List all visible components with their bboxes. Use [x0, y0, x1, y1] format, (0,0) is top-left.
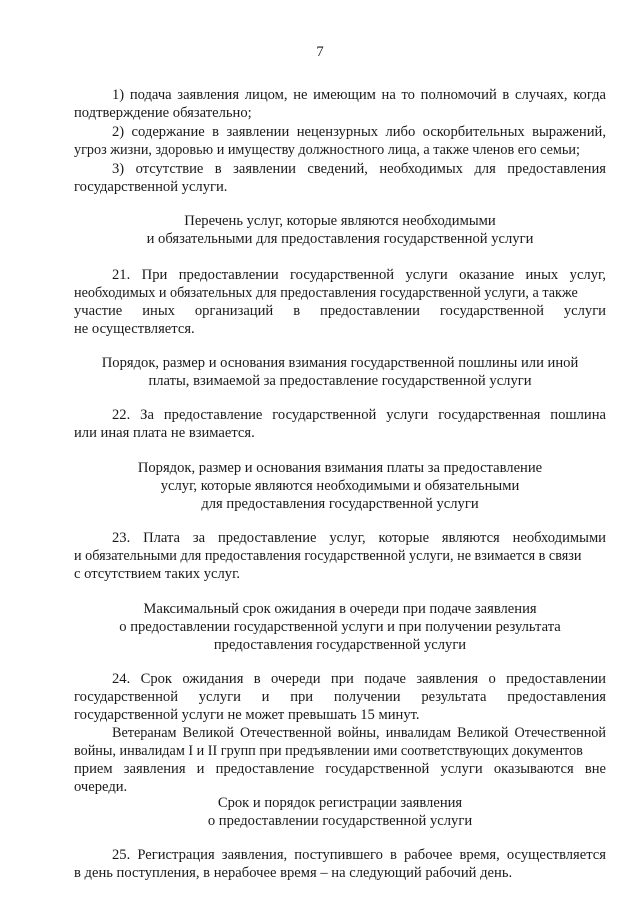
section-heading: Максимальный срок ожидания в очереди при подаче заявления [143, 601, 537, 617]
section-heading: о предоставлении государственной услуги [207, 813, 473, 829]
page-number: 7 [316, 44, 324, 60]
paragraph-23: 23. Плата за предоставление услуг, которые являются необходимыми [112, 530, 606, 546]
text-line: и обязательными для предоставления государственной услуги, не взимается в связи [74, 548, 582, 564]
paragraph-22: 22. За предоставление государственной услуги государственная пошлина [112, 407, 606, 423]
text-line: или иная плата не взимается. [74, 425, 255, 441]
text-line: необходимых и обязательных для предоставления государственной услуги, а также [74, 285, 578, 301]
paragraph-veterans: Ветеранам Великой Отечественной войны, инвалидам Великой Отечественной [112, 725, 606, 741]
text-line: не осуществляется. [74, 321, 195, 337]
text-line: государственной услуги и при получении результата предоставления [74, 689, 606, 705]
section-heading: платы, взимаемой за предоставление государственной услуги [148, 373, 532, 389]
paragraph-25: 25. Регистрация заявления, поступившего в рабочее время, осуществляется [112, 847, 606, 863]
section-heading: о предоставлении государственной услуги и при получении результата [119, 619, 561, 635]
section-heading: и обязательными для предоставления государственной услуги [146, 231, 534, 247]
section-heading: услуг, которые являются необходимыми и обязательными [160, 478, 520, 494]
section-heading: Порядок, размер и основания взимания платы за предоставление [137, 460, 543, 476]
list-item-2: 2) содержание в заявлении нецензурных либо оскорбительных выражений, [112, 124, 606, 140]
text-line: подтверждение обязательно; [74, 105, 252, 121]
text-line: в день поступления, в нерабочее время – на следующий рабочий день. [74, 865, 513, 881]
text-line: участие иных организаций в предоставлении государственной услуги [74, 303, 606, 319]
paragraph-24: 24. Срок ожидания в очереди при подаче заявления о предоставлении [112, 671, 606, 687]
list-item-3: 3) отсутствие в заявлении сведений, необходимых для предоставления [112, 161, 606, 177]
section-heading: Срок и порядок регистрации заявления [217, 795, 463, 811]
text-line: государственной услуги не может превышать 15 минут. [74, 707, 420, 723]
paragraph-21: 21. При предоставлении государственной услуги оказание иных услуг, [112, 267, 606, 283]
text-line: прием заявления и предоставление государственной услуги оказываются вне [74, 761, 606, 777]
list-item-1: 1) подача заявления лицом, не имеющим на то полномочий в случаях, когда [112, 87, 606, 103]
text-line: очереди. [74, 779, 128, 795]
text-line: с отсутствием таких услуг. [74, 566, 241, 582]
text-line: угроз жизни, здоровью и имуществу должностного лица, а также членов его семьи; [74, 142, 580, 158]
section-heading: предоставления государственной услуги [213, 637, 467, 653]
section-heading: Порядок, размер и основания взимания государственной пошлины или иной [101, 355, 579, 371]
text-line: войны, инвалидам I и II групп при предъявлении ими соответствующих документов [74, 743, 583, 759]
text-line: государственной услуги. [74, 179, 228, 195]
section-heading: Перечень услуг, которые являются необходимыми [184, 213, 496, 229]
section-heading: для предоставления государственной услуги [201, 496, 479, 512]
